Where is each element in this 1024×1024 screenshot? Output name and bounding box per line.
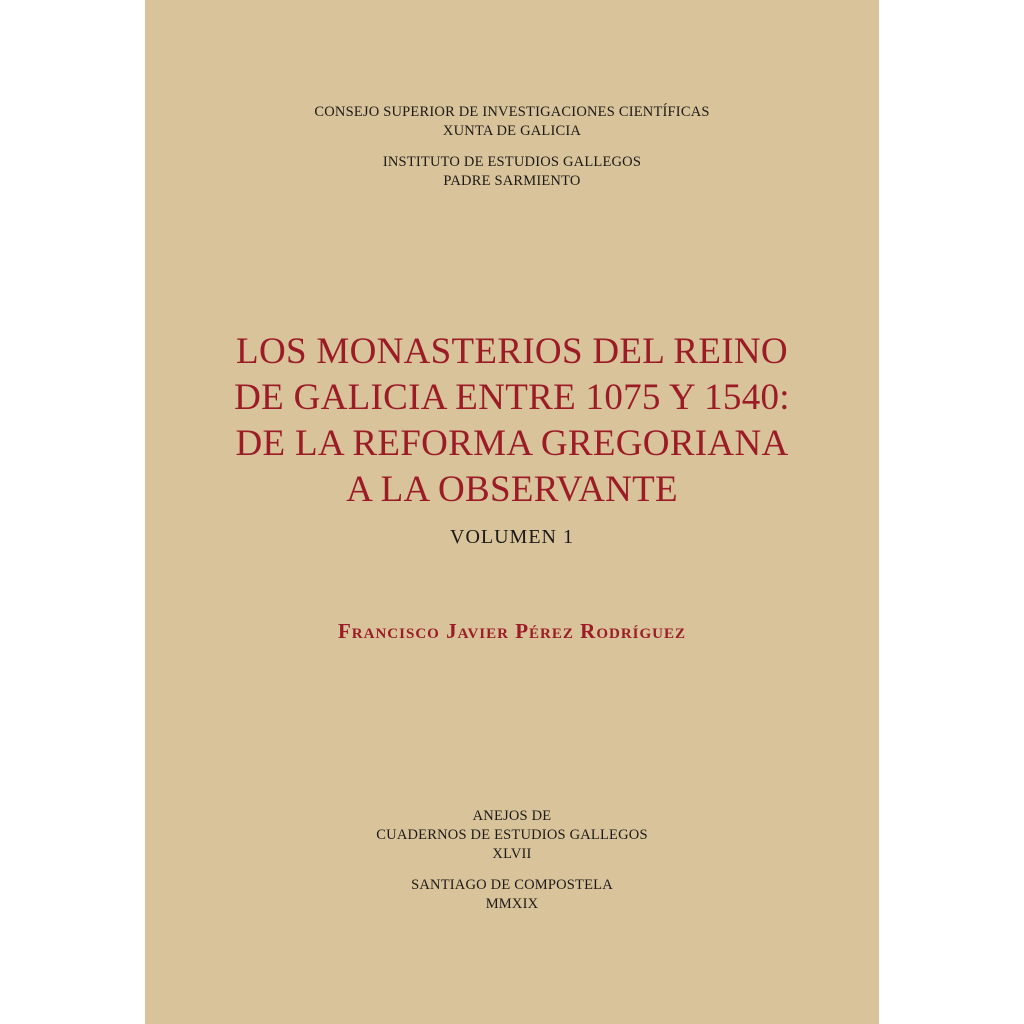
series-number: XLVII [492, 846, 532, 862]
publication-year: MMXIX [485, 896, 539, 912]
book-cover [145, 0, 879, 1024]
series-anejos: ANEJOS DE [472, 808, 552, 824]
author-name: Francisco Javier Pérez Rodríguez [337, 619, 686, 643]
institution-csic: CONSEJO SUPERIOR DE INVESTIGACIONES CIENTÍFICAS [314, 104, 710, 120]
title-line-3: DE LA REFORMA GREGORIANA [235, 423, 789, 464]
volume-label: VOLUMEN 1 [450, 526, 574, 548]
series-block [145, 807, 879, 914]
institution-padre-sarmiento: PADRE SARMIENTO [443, 173, 581, 189]
series-name: CUADERNOS DE ESTUDIOS GALLEGOS [376, 827, 648, 843]
title-line-4: A LA OBSERVANTE [346, 469, 678, 510]
institution-ieg: INSTITUTO DE ESTUDIOS GALLEGOS [382, 154, 642, 170]
institution-xunta: XUNTA DE GALICIA [442, 123, 582, 139]
institutions-block [145, 103, 879, 191]
title-line-1: LOS MONASTERIOS DEL REINO [236, 331, 788, 372]
publication-place: SANTIAGO DE COMPOSTELA [411, 877, 613, 893]
book-title [145, 329, 879, 513]
title-line-2: DE GALICIA ENTRE 1075 Y 1540: [234, 377, 790, 418]
